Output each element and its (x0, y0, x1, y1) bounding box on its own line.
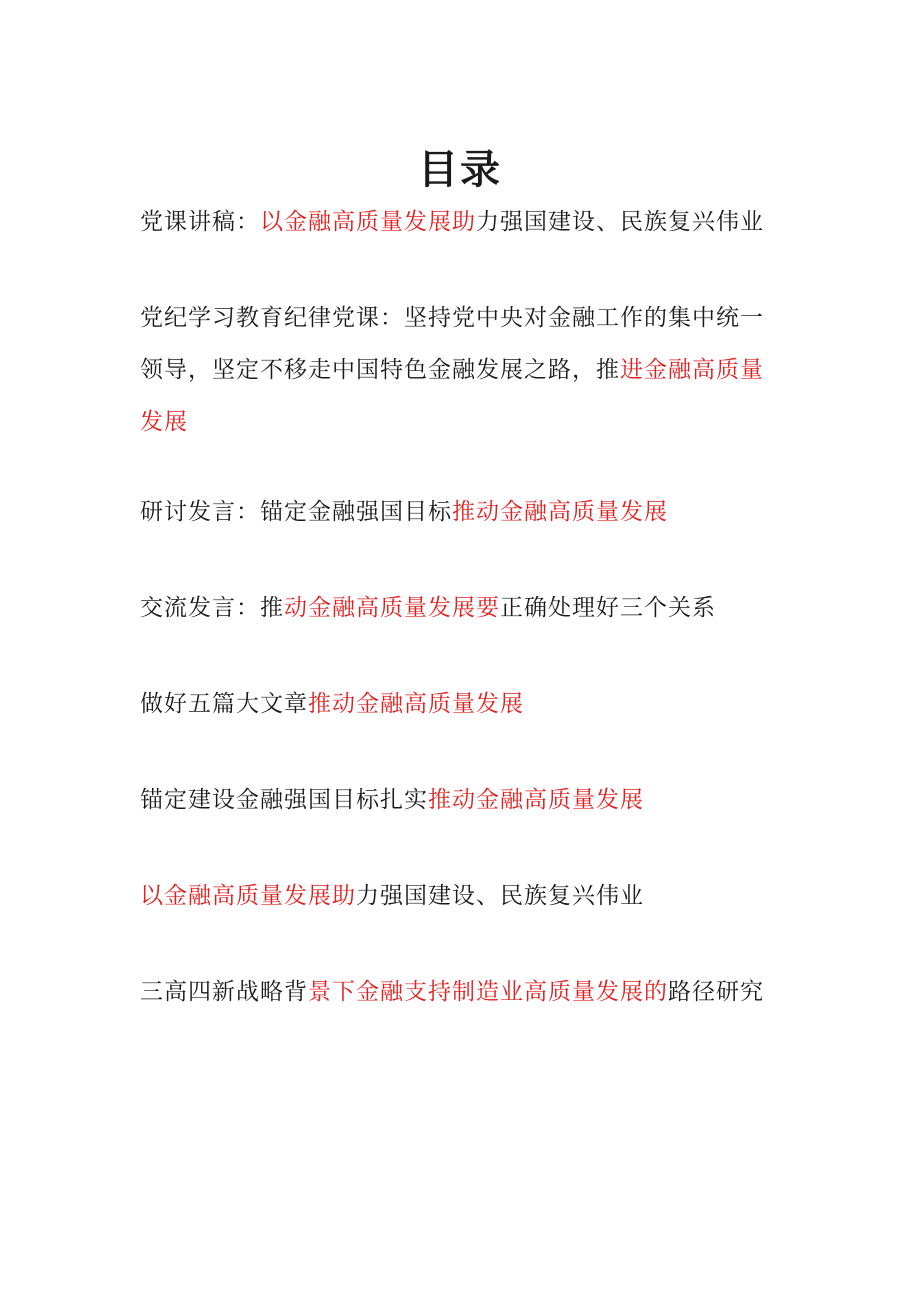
entry-text: 路径研究 (668, 979, 764, 1005)
entry-highlight: 推动金融高质量发展 (452, 499, 668, 525)
entry-text: 党课讲稿： (140, 209, 260, 235)
toc-entry-6[interactable] (140, 774, 785, 826)
toc-entry-5[interactable] (140, 678, 785, 730)
entry-highlight: 以金融高质量发展助 (260, 209, 476, 235)
entry-text: 锚定建设金融强国目标扎实 (140, 787, 428, 813)
entry-highlight: 推动金融高质量发展 (308, 691, 524, 717)
toc-entry-1[interactable] (140, 196, 785, 248)
toc-entry-2[interactable] (140, 292, 785, 448)
entry-text: 三高四新战略背 (140, 979, 308, 1005)
entry-text: 正确处理好三个关系 (500, 595, 716, 621)
entry-text: 研讨发言：锚定金融强国目标 (140, 499, 452, 525)
entry-highlight: 以金融高质量发展助 (140, 883, 356, 909)
toc-entry-7[interactable] (140, 870, 785, 922)
entry-text: 做好五篇大文章 (140, 691, 308, 717)
entry-text: 党纪学习教育纪律党课：坚持党中央对金融工作的集中统一领导，坚定不移走中国特色金融发展之路，推 (140, 305, 764, 383)
entry-text: 力强国建设、民族复兴伟业 (476, 209, 764, 235)
toc-entry-8[interactable] (140, 966, 785, 1018)
entry-highlight: 进金融高质量发展 (140, 357, 764, 435)
entry-highlight: 动金融高质量发展要 (284, 595, 500, 621)
entry-highlight: 景下金融支持制造业高质量发展的 (308, 979, 668, 1005)
entry-highlight: 推动金融高质量发展 (428, 787, 644, 813)
entry-text: 力强国建设、民族复兴伟业 (356, 883, 644, 909)
page-title: 目录 (418, 147, 502, 193)
toc-entry-3[interactable] (140, 486, 785, 538)
toc-entry-4[interactable] (140, 582, 785, 634)
entry-text: 交流发言：推 (140, 595, 284, 621)
